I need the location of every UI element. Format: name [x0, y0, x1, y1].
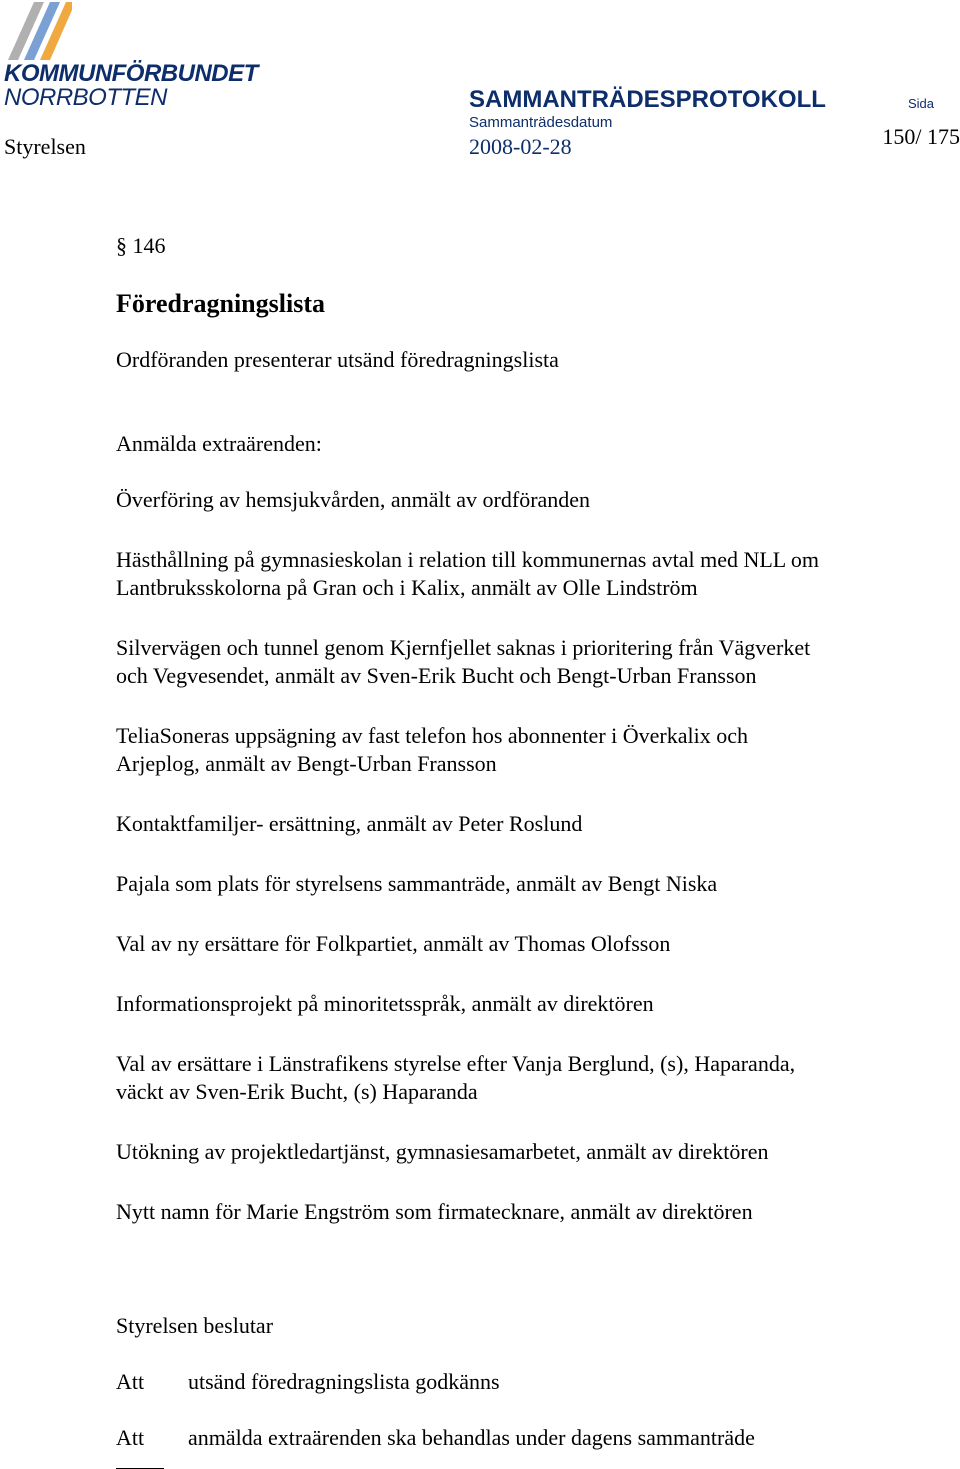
list-item: TeliaSoneras uppsägning av fast telefon hos abonnenter i Överkalix och Arjeplog, anmält av Bengt-Urban Fransson	[116, 723, 748, 776]
page-label: Sida	[908, 96, 935, 111]
list-item: Silvervägen och tunnel genom Kjernfjellet saknas i prioritering från Vägverket och Vegvesendet, anmält av Sven-Erik Bucht och Bengt-Urban Fransson	[116, 635, 811, 688]
document-title: SAMMANTRÄDESPROTOKOLL	[469, 86, 826, 113]
list-item: Kontaktfamiljer- ersättning, anmält av Peter Roslund	[116, 811, 583, 836]
list-item: Val av ny ersättare för Folkpartiet, anmält av Thomas Olofsson	[116, 931, 671, 956]
extras-label: Anmälda extraärenden:	[116, 431, 322, 456]
page-number: 150/ 175	[882, 124, 960, 149]
list-item: Utökning av projektledartjänst, gymnasiesamarbetet, anmält av direktören	[116, 1139, 769, 1164]
logo-text-line1: KOMMUNFÖRBUNDET	[4, 60, 258, 87]
list-item: Hästhållning på gymnasieskolan i relation till kommunernas avtal med NLL om Lantbruksskolorna på Gran och i Kalix, anmält av Olle Lindström	[116, 547, 820, 600]
protocol-body	[116, 232, 916, 1469]
section-heading: Föredragningslista	[116, 289, 325, 318]
extras-list	[116, 486, 916, 1226]
decision-text: utsänd föredragningslista godkänns	[188, 1369, 500, 1394]
list-item: Val av ersättare i Länstrafikens styrelse efter Vanja Berglund, (s), Haparanda, väckt av Sven-Erik Bucht, (s) Haparanda	[116, 1051, 796, 1104]
list-item: Nytt namn för Marie Engström som firmatecknare, anmält av direktören	[116, 1199, 753, 1224]
intro-text: Ordföranden presenterar utsänd föredragningslista	[116, 347, 559, 372]
decision-item	[116, 1368, 916, 1396]
decision-text: anmälda extraärenden ska behandlas under dagens sammanträde	[188, 1425, 755, 1450]
att-label: Att	[116, 1369, 145, 1394]
decision-label: Styrelsen beslutar	[116, 1313, 274, 1338]
logo-stripes-icon	[4, 2, 74, 64]
att-label: Att	[116, 1425, 145, 1450]
list-item: Överföring av hemsjukvården, anmält av ordföranden	[116, 487, 591, 512]
org-unit: Styrelsen	[4, 134, 86, 159]
list-item: Informationsprojekt på minoritetsspråk, anmält av direktören	[116, 991, 654, 1016]
list-item: Pajala som plats för styrelsens sammanträde, anmält av Bengt Niska	[116, 871, 718, 896]
logo-text-line2: NORRBOTTEN	[4, 84, 167, 111]
paragraph-number: § 146	[116, 233, 166, 258]
meeting-date: 2008-02-28	[469, 134, 572, 159]
meeting-date-label: Sammanträdesdatum	[469, 114, 613, 131]
decision-item	[116, 1424, 916, 1452]
